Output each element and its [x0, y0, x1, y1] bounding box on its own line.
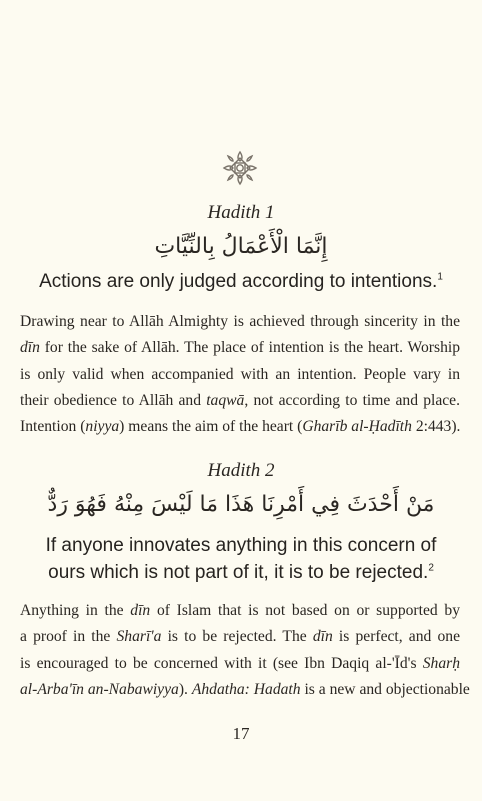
- hadith-2-translation-line-1: If anyone innovates anything in this concern of: [45, 535, 437, 556]
- hadith-1-translation: [0, 271, 482, 293]
- hadith-2-commentary: [20, 598, 470, 703]
- commentary-line: is only valid when accompanied with an intention. People vary in: [20, 365, 460, 383]
- commentary-line: al-Arba'īn an-Nabawiyya). Ahdatha: Hadath is a new and objectionable: [20, 680, 470, 698]
- commentary-line: their obedience to Allāh and taqwā, not according to time and place.: [20, 391, 461, 409]
- commentary-line: dīn for the sake of Allāh. The place of intention is the heart. Worship: [20, 339, 460, 357]
- hadith-1-heading: Hadith 1: [207, 202, 275, 223]
- arabesque-ornament-icon: [222, 150, 258, 186]
- hadith-1-arabic-text: إِنَّمَا الْأَعْمَالُ بِالنِّيَّاتِ: [154, 234, 328, 259]
- commentary-line: is encouraged to be concerned with it (see Ibn Daqiq al-'Īd's Sharḥ: [20, 654, 460, 672]
- hadith-1-commentary: [20, 309, 460, 440]
- hadith-2-translation-text: ours which is not part of it, it is to be rejected.: [48, 562, 429, 583]
- footnote-marker-2: 2: [428, 562, 434, 574]
- page-number: 17: [232, 724, 250, 743]
- commentary-line: Anything in the dīn of Islam that is not based on or supported by: [20, 602, 460, 619]
- hadith-1-translation-text: Actions are only judged according to intentions.: [39, 271, 438, 292]
- hadith-2-arabic-text: مَنْ أَحْدَثَ فِي أَمْرِنَا هَذَا مَا لَيْسَ مِنْهُ فَهُوَ رَدٌّ: [47, 492, 435, 517]
- hadith-2-translation-line-2: [0, 562, 482, 584]
- footnote-marker-1: 1: [437, 271, 443, 283]
- hadith-2-heading: Hadith 2: [207, 460, 275, 481]
- commentary-line: a proof in the Sharī'a is to be rejected. The dīn is perfect, and one: [20, 628, 460, 646]
- commentary-line: Intention (niyya) means the aim of the heart (Gharīb al-Ḥadīth 2:443).: [20, 418, 461, 436]
- commentary-line: Drawing near to Allāh Almighty is achieved through sincerity in the: [20, 313, 460, 330]
